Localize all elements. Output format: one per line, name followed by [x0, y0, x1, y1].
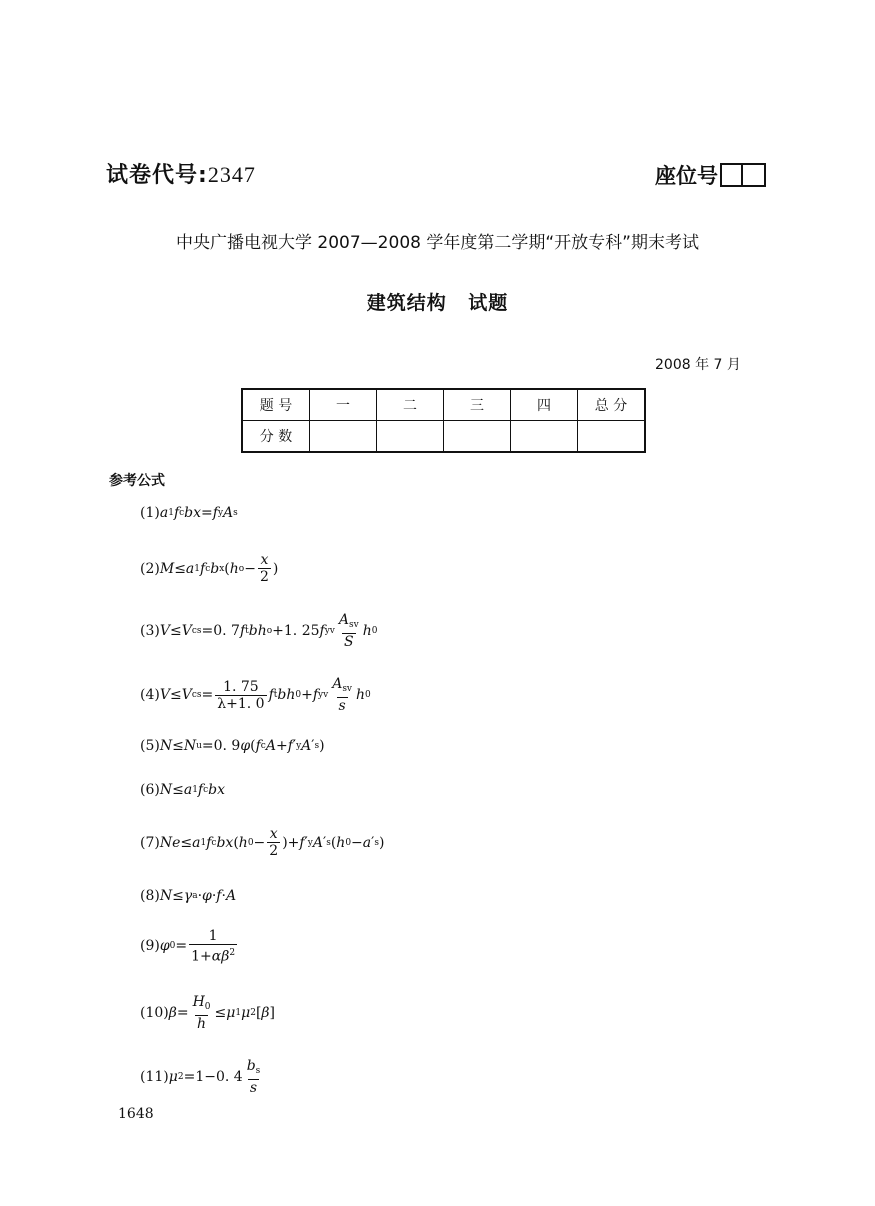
formula-10: (10) β = $\frac{H_0}{h}$ ≤ μ 1 μ 2 [ β ] — [140, 994, 275, 1032]
reference-heading: 参考公式 — [109, 473, 165, 489]
formula-9: (9) φ 0 = $\frac{1}{1+\alpha\beta^2}$ — [140, 928, 236, 965]
seat-number — [655, 160, 766, 190]
score-table-score-row — [242, 421, 645, 453]
exam-title: 中央广播电视大学 2007—2008 学年度第二学期“开放专科”期末考试 — [176, 233, 699, 253]
formula-1: (1) a 1 f c bx = f y A s — [140, 505, 238, 521]
formula-7: (7) Ne ≤ a 1 f c bx ( h 0 − $\frac{x}{2}$ )+ f ′ y A ′ s ( h 0 − a ′ s ) — [140, 826, 385, 859]
score-header-cell: 总 分 — [578, 389, 646, 421]
score-header-cell: 一 — [310, 389, 377, 421]
exam-date: 2008 年 7 月 — [655, 357, 741, 373]
score-table — [241, 388, 646, 453]
seat-box[interactable] — [720, 163, 743, 187]
formula-5: (5) N ≤ N u =0. 9 φ ( f c A + f ′ y A ′ s ) — [140, 738, 325, 754]
score-cell[interactable] — [444, 421, 511, 453]
formula-4: (4) V ≤ V cs = $\frac{1. 75}{\lambda+1. 0}$ f t bh 0 + f yv $\frac{A_{sv}}{s}$ h 0 — [140, 676, 371, 714]
score-header-cell: 二 — [377, 389, 444, 421]
score-cell[interactable] — [377, 421, 444, 453]
score-row-label: 分 数 — [242, 421, 310, 453]
score-header-cell: 题 号 — [242, 389, 310, 421]
score-table-header-row — [242, 389, 645, 421]
formula-2: (2) M ≤ a 1 f c b x ( h o − $\frac{x}{2}$ ) — [140, 552, 279, 585]
seat-number-label: 座位号 — [655, 164, 718, 188]
score-cell[interactable] — [511, 421, 578, 453]
score-cell[interactable] — [578, 421, 646, 453]
score-cell[interactable] — [310, 421, 377, 453]
subject-title: 建筑结构 试题 — [366, 292, 509, 314]
seat-number-boxes[interactable] — [720, 163, 766, 187]
score-header-cell: 四 — [511, 389, 578, 421]
exam-code-number: 2347 — [207, 162, 256, 187]
formula-3: (3) V ≤ V cs =0. 7 f t bh o +1. 25 f yv $\frac{A_{sv}}{S}$ h 0 — [140, 612, 378, 650]
exam-code-label: 试卷代号: — [106, 163, 208, 188]
exam-code — [106, 158, 256, 189]
formula-8: (8) N ≤ γ a · φ · f · A — [140, 888, 237, 904]
formula-6: (6) N ≤ a 1 f c bx — [140, 782, 226, 798]
formula-11: (11) μ 2 =1−0. 4 $\frac{b_s}{s}$ — [140, 1058, 261, 1096]
score-header-cell: 三 — [444, 389, 511, 421]
seat-box[interactable] — [743, 163, 766, 187]
page-number: 1648 — [118, 1106, 154, 1122]
